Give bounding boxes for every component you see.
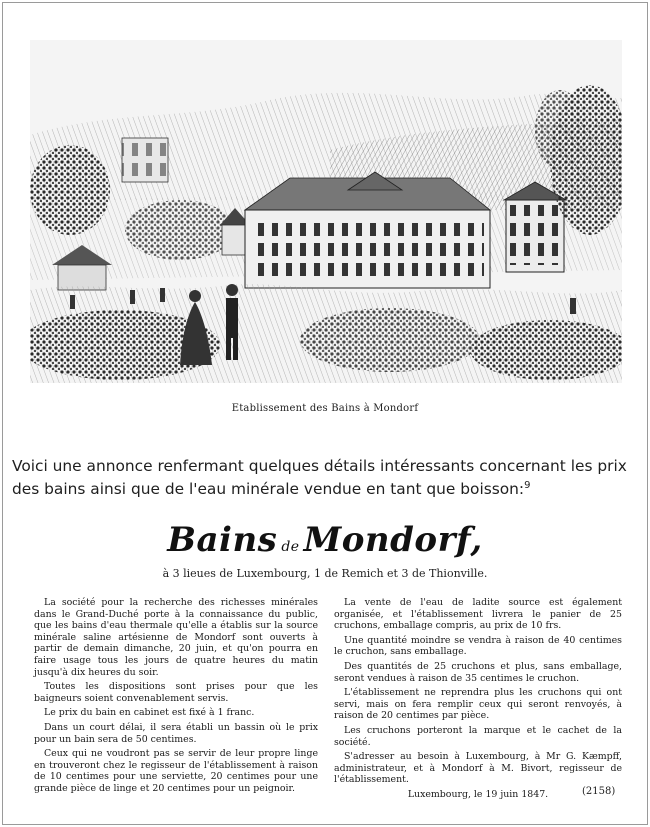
right-paragraph: S'adresser au besoin à Luxembourg, à Mr G. Kæmpff, administrateur, et à Mondorf à M. Bivort, regisseur de l'établissement. bbox=[334, 751, 622, 786]
left-paragraph: Ceux qui ne voudront pas se servir de leur propre linge en trouveront chez le regisseur de l'établissement à raison de 10 centimes pour une serviette, 20 centimes pour une grande pièce de linge et 20 centimes pour un peignoir. bbox=[34, 748, 318, 794]
left-paragraph: Dans un court délai, il sera établi un bassin où le prix pour un bain sera de 50 centimes. bbox=[34, 721, 318, 745]
advert-title-connector: de bbox=[281, 539, 300, 555]
intro-line-2 bbox=[12, 478, 642, 501]
intro-line-1: Voici une annonce renfermant quelques détails intéressants concernant les prix bbox=[12, 457, 627, 475]
advert-title-part2: Mondorf, bbox=[303, 520, 483, 560]
advert-reference-number: (2158) bbox=[582, 786, 616, 797]
advert-right-column bbox=[334, 597, 622, 804]
advert-subtitle: à 3 lieues de Luxembourg, 1 de Remich et 3 de Thionville. bbox=[162, 567, 488, 580]
left-paragraph: Toutes les dispositions sont prises pour que les baigneurs soient convenablement servis. bbox=[34, 681, 318, 704]
intro-line-2-text: des bains ainsi que de l'eau minérale vendue en tant que boisson: bbox=[12, 480, 525, 498]
intro-text bbox=[12, 455, 642, 501]
right-paragraph: Des quantités de 25 cruchons et plus, sans emballage, seront vendues à raison de 35 centimes le cruchon. bbox=[334, 660, 622, 684]
right-paragraph: La vente de l'eau de ladite source est également organisée, et l'établissement livrera le panier de 25 cruchons, emballage compris, au prix de 10 frs. bbox=[334, 597, 622, 632]
engraving-caption: Etablissement des Bains à Mondorf bbox=[231, 403, 419, 414]
advert-title bbox=[0, 520, 650, 560]
engraving-drawing bbox=[30, 40, 622, 383]
engraving-image bbox=[30, 40, 622, 383]
advert-signoff: Luxembourg, le 19 juin 1847. bbox=[407, 788, 549, 800]
advert-left-column bbox=[34, 597, 318, 798]
right-paragraph: L'établissement ne reprendra plus les cruchons qui ont servi, mais on fera remplir ceux qui seront renvoyés, à raison de 20 centimes par pièce. bbox=[334, 687, 622, 722]
left-paragraph: La société pour la recherche des richesses minérales dans le Grand-Duché porte à la connaissance du public, que les bains d'eau thermale qu'elle a établis sur la source minérale saline artésienne de Mondorf sont ouverts à partir de demain dimanche, 20 juin, et qu'on pourra en faire usage tous les jours de quatre heures du matin jusqu'à dix heures du soir. bbox=[34, 597, 318, 678]
right-paragraph: Les cruchons porteront la marque et le cachet de la société. bbox=[334, 724, 622, 748]
advert-title-part1: Bains bbox=[167, 520, 278, 560]
right-paragraph: Une quantité moindre se vendra à raison de 40 centimes le cruchon, sans emballage. bbox=[334, 634, 622, 658]
left-paragraph: Le prix du bain en cabinet est fixé à 1 franc. bbox=[44, 707, 255, 719]
footnote-mark: 9 bbox=[524, 479, 531, 491]
